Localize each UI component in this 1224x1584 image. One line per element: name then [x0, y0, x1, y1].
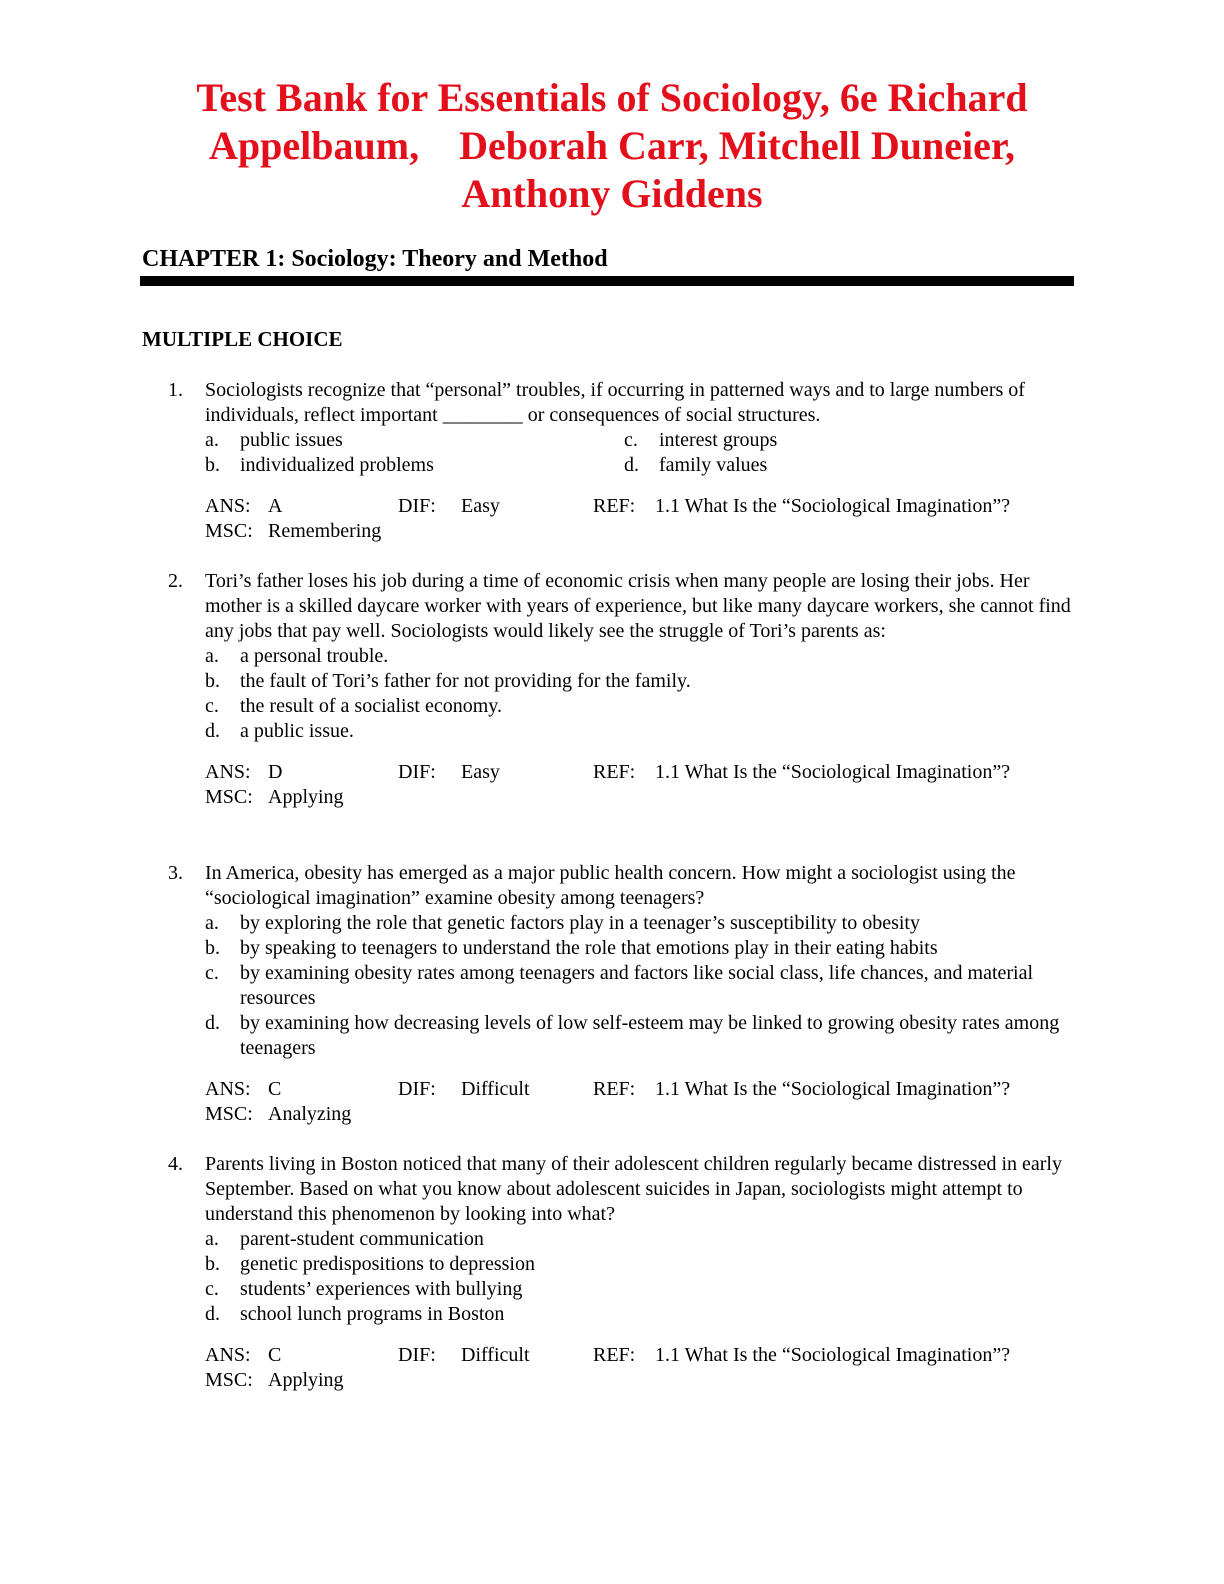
option-text: the fault of Tori’s father for not providing for the family. — [240, 670, 691, 692]
ans-label: ANS: — [205, 495, 251, 517]
option-b — [205, 669, 1078, 694]
chapter-heading: CHAPTER 1: Sociology: Theory and Method — [142, 246, 608, 272]
option-letter: d. — [624, 454, 639, 476]
msc-label: MSC: — [205, 786, 253, 808]
option-text: the result of a socialist economy. — [240, 695, 502, 717]
option-text: by examining obesity rates among teenagers and factors like social class, life chances, and material resources — [240, 962, 1034, 1009]
msc-label: MSC: — [205, 520, 253, 542]
option-letter: b. — [205, 937, 220, 959]
document-title — [100, 74, 1124, 218]
option-d — [205, 1011, 1078, 1061]
question-number: 2. — [168, 570, 183, 592]
option-a — [205, 644, 1078, 669]
option-letter: b. — [205, 670, 220, 692]
option-c — [205, 961, 1078, 1011]
title-line-3: Anthony Giddens — [461, 171, 763, 216]
question-4 — [168, 1152, 1078, 1393]
question-2 — [168, 569, 1078, 810]
ans-value: C — [268, 1078, 282, 1100]
answer-options — [205, 428, 1078, 478]
answer-metadata — [205, 1077, 1078, 1127]
option-a — [205, 911, 1078, 936]
option-text: family values — [659, 454, 768, 476]
option-text: a public issue. — [240, 720, 354, 742]
option-letter: c. — [205, 695, 219, 717]
option-letter: c. — [205, 1278, 219, 1300]
option-text: public issues — [240, 429, 343, 451]
msc-label: MSC: — [205, 1103, 253, 1125]
ref-value: 1.1 What Is the “Sociological Imagination”? — [655, 761, 1011, 783]
title-line-1: Test Bank for Essentials of Sociology, 6e Richard — [196, 75, 1028, 120]
question-1 — [168, 378, 1078, 544]
ref-value: 1.1 What Is the “Sociological Imagination”? — [655, 495, 1011, 517]
option-letter: d. — [205, 720, 220, 742]
option-letter: c. — [624, 429, 638, 451]
answer-metadata — [205, 1343, 1078, 1393]
option-text: by speaking to teenagers to understand the role that emotions play in their eating habits — [240, 937, 938, 959]
option-text: students’ experiences with bullying — [240, 1278, 523, 1300]
msc-value: Analyzing — [268, 1103, 352, 1125]
question-number: 4. — [168, 1153, 183, 1175]
option-letter: a. — [205, 912, 219, 934]
question-stem: In America, obesity has emerged as a major public health concern. How might a sociologist using the “sociological imagination” examine obesity among teenagers? — [205, 862, 1016, 909]
option-letter: a. — [205, 429, 219, 451]
ref-label: REF: — [593, 495, 636, 517]
option-text: genetic predispositions to depression — [240, 1253, 535, 1275]
option-text: a personal trouble. — [240, 645, 389, 667]
option-c — [624, 428, 1078, 453]
option-d — [205, 719, 1078, 744]
option-letter: b. — [205, 1253, 220, 1275]
option-text: parent-student communication — [240, 1228, 484, 1250]
ref-label: REF: — [593, 761, 636, 783]
option-letter: a. — [205, 1228, 219, 1250]
dif-value: Difficult — [461, 1078, 530, 1100]
section-heading: MULTIPLE CHOICE — [142, 327, 343, 351]
dif-value: Difficult — [461, 1344, 530, 1366]
ans-label: ANS: — [205, 1344, 251, 1366]
answer-metadata — [205, 760, 1078, 810]
option-d — [205, 1302, 1078, 1327]
msc-value: Applying — [268, 786, 344, 808]
dif-label: DIF: — [398, 1344, 436, 1366]
option-c — [205, 694, 1078, 719]
ans-value: C — [268, 1344, 282, 1366]
option-text: interest groups — [659, 429, 778, 451]
dif-label: DIF: — [398, 1078, 436, 1100]
option-letter: d. — [205, 1303, 220, 1325]
ref-label: REF: — [593, 1344, 636, 1366]
ans-label: ANS: — [205, 1078, 251, 1100]
option-letter: d. — [205, 1012, 220, 1034]
ref-value: 1.1 What Is the “Sociological Imagination”? — [655, 1078, 1011, 1100]
option-a — [205, 1227, 1078, 1252]
ref-value: 1.1 What Is the “Sociological Imagination”? — [655, 1344, 1011, 1366]
question-stem: Sociologists recognize that “personal” troubles, if occurring in patterned ways and to large numbers of individuals, reflect important ________ or consequences of social structures. — [205, 379, 1025, 426]
option-text: by examining how decreasing levels of low self-esteem may be linked to growing obesity rates among teenagers — [240, 1012, 1060, 1059]
option-d — [624, 453, 1078, 478]
option-b — [205, 1252, 1078, 1277]
ans-value: A — [268, 495, 283, 517]
option-letter: b. — [205, 454, 220, 476]
dif-value: Easy — [461, 761, 500, 783]
title-line-2: Appelbaum, Deborah Carr, Mitchell Duneier, — [209, 123, 1015, 168]
option-a — [205, 428, 624, 453]
option-c — [205, 1277, 1078, 1302]
ans-label: ANS: — [205, 761, 251, 783]
dif-label: DIF: — [398, 761, 436, 783]
question-stem: Parents living in Boston noticed that many of their adolescent children regularly became distressed in early September. Based on what you know about adolescent suicides in Japan, sociologists might attempt to understand this phenomenon by looking into what? — [205, 1153, 1062, 1225]
option-b — [205, 453, 624, 478]
question-number: 3. — [168, 862, 183, 884]
option-letter: c. — [205, 962, 219, 984]
question-stem: Tori’s father loses his job during a time of economic crisis when many people are losing their jobs. Her mother is a skilled daycare worker with years of experience, but like many daycare workers, she cannot find any jobs that pay well. Sociologists would likely see the struggle of Tori’s parents as: — [205, 570, 1071, 642]
option-text: individualized problems — [240, 454, 434, 476]
question-3 — [168, 861, 1078, 1127]
dif-label: DIF: — [398, 495, 436, 517]
msc-value: Remembering — [268, 520, 382, 542]
option-b — [205, 936, 1078, 961]
answer-metadata — [205, 494, 1078, 544]
question-number: 1. — [168, 379, 183, 401]
option-text: school lunch programs in Boston — [240, 1303, 505, 1325]
ans-value: D — [268, 761, 283, 783]
msc-label: MSC: — [205, 1369, 253, 1391]
dif-value: Easy — [461, 495, 500, 517]
chapter-divider — [140, 276, 1074, 286]
msc-value: Applying — [268, 1369, 344, 1391]
ref-label: REF: — [593, 1078, 636, 1100]
option-letter: a. — [205, 645, 219, 667]
option-text: by exploring the role that genetic factors play in a teenager’s susceptibility to obesity — [240, 912, 920, 934]
